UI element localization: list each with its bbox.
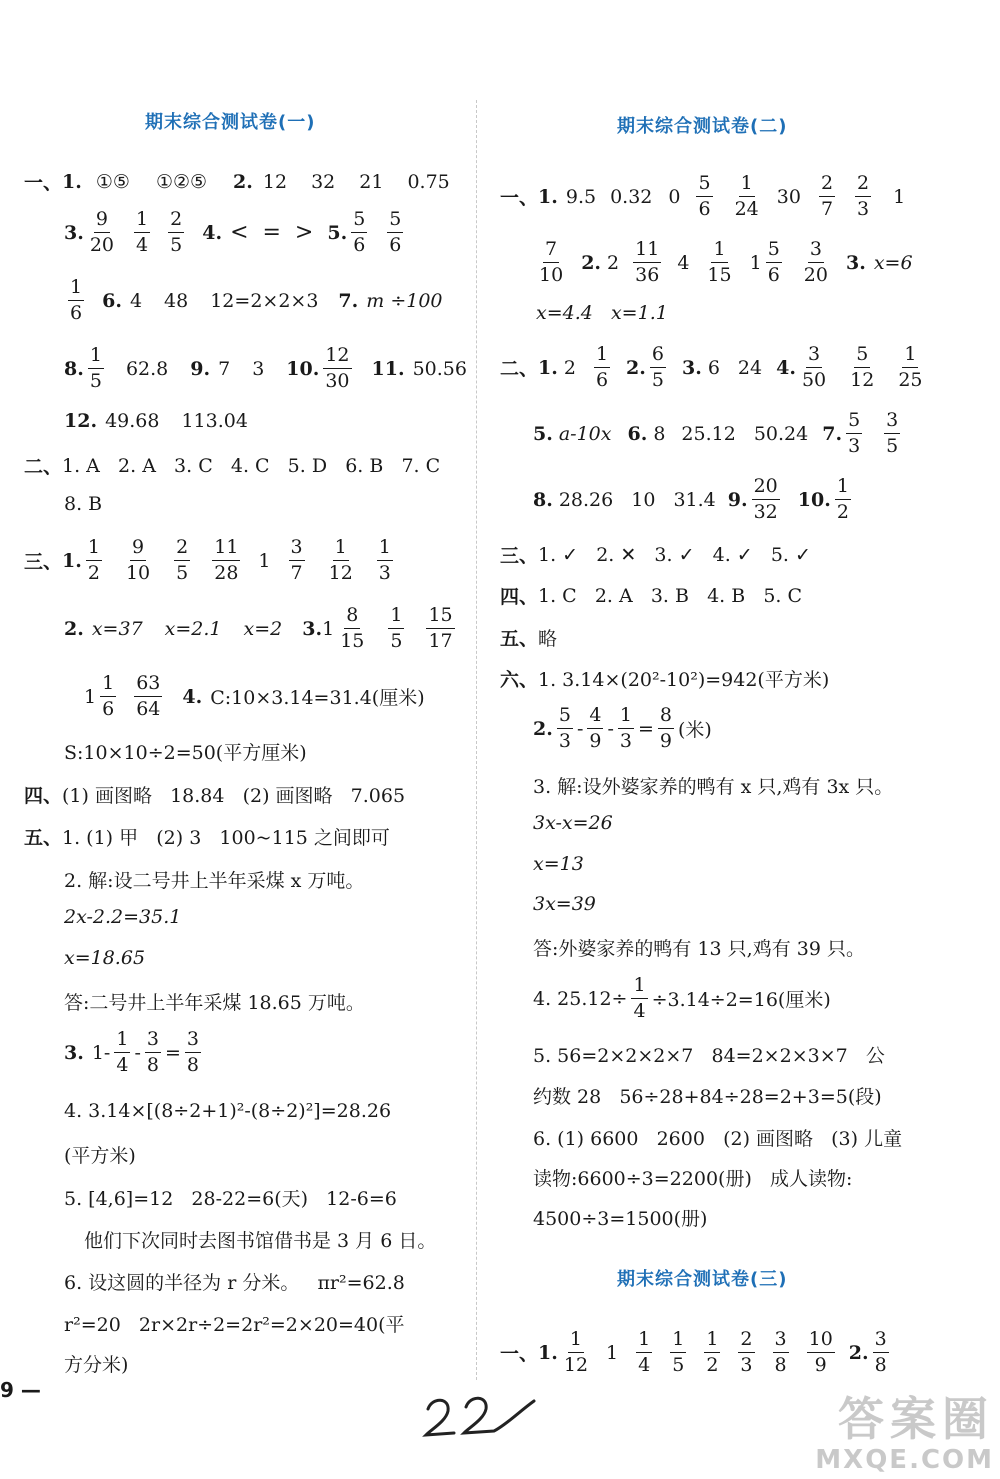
fraction: $\frac{1}{25}$ (898, 343, 923, 391)
fraction: $\frac{1}{6}$ (70, 276, 83, 324)
fraction: $\frac{3}{8}$ (774, 1328, 787, 1376)
fraction: $\frac{2}{7}$ (820, 172, 834, 220)
fraction: $\frac{1}{6}$ (595, 343, 609, 391)
mixed-number: 1 $\frac{8}{15}$ (322, 604, 365, 652)
fraction: $\frac{2}{5}$ (170, 208, 183, 256)
fraction: $\frac{1}{3}$ (378, 536, 391, 584)
page-number: 9 — (0, 1378, 41, 1402)
answer-line: 四、 (1) 画图略 18.84 (2) 画图略 7.065 (24, 785, 406, 807)
answer-line: $\frac{7}{10}$ 2. 2 $\frac{11}{36}$ 4 $\frac{1}{15}$ 1 $\frac{5}{6}$ $\frac{3}{20}$ 3. x=6 (539, 238, 913, 286)
answer-line: 5. 56=2×2×2×7 84=2×2×3×7 公 (533, 1045, 885, 1067)
answer-line: 8. $\frac{1}{5}$ 62.8 9. 7 3 10. $\frac{12}{30}$ 11. 50.56 (64, 344, 467, 392)
fraction: $\frac{1}{2}$ (706, 1328, 719, 1376)
answer-line: 二、 1. 2 $\frac{1}{6}$ 2. $\frac{6}{5}$ 3. 6 24 4. $\frac{3}{50}$ $\frac{5}{12}$ $\frac{1}{25}$ (500, 343, 923, 391)
watermark: 答案圈 MXQE.COM (815, 1392, 994, 1475)
fraction: $\frac{1}{4}$ (116, 1028, 129, 1076)
fraction: $\frac{1}{5}$ (390, 604, 403, 652)
answer-line: 4500÷3=1500(册) (533, 1208, 708, 1230)
answer-line: 8. 28.26 10 31.4 9. $\frac{20}{32}$ 10. $\frac{1}{2}$ (533, 475, 849, 523)
mixed-number: 1 $\frac{1}{6}$ (84, 672, 115, 720)
answer-line: x=4.4 x=1.1 (536, 302, 668, 324)
fraction: $\frac{1}{4}$ (633, 974, 646, 1022)
fraction: $\frac{3}{8}$ (874, 1328, 887, 1376)
fraction: $\frac{63}{64}$ (136, 672, 161, 720)
answer-line: 方分米) (64, 1354, 129, 1376)
fraction: $\frac{4}{9}$ (589, 704, 602, 752)
fraction: $\frac{1}{5}$ (672, 1328, 685, 1376)
answer-line: 6. 设这圆的半径为 r 分米。 πr²=62.8 (64, 1272, 405, 1294)
fraction: $\frac{1}{5}$ (89, 344, 102, 392)
column-divider (476, 100, 477, 1380)
handwritten-note (410, 1385, 540, 1450)
answer-line: 六、 1. 3.14×(20²-10²)=942(平方米) (500, 669, 830, 691)
answer-line: 一、 1. 9.5 0.32 0 $\frac{5}{6}$ $\frac{1}{24}$ 30 $\frac{2}{7}$ $\frac{2}{3}$ 1 (500, 172, 906, 220)
fraction: $\frac{5}{6}$ (353, 208, 366, 256)
answer-line: x=18.65 (64, 947, 146, 969)
answer-line: x=13 (533, 853, 584, 875)
answer-line: 一、 1. $\frac{1}{12}$ 1 $\frac{1}{4}$ $\frac{1}{5}$ $\frac{1}{2}$ $\frac{2}{3}$ $\frac{3}{8}$ $\frac{10}{9}$ 2. $\frac{3}{8}$ (500, 1328, 887, 1376)
answer-line: 一、 1. ①⑤ ①②⑤ 2. 12 32 21 0.75 (24, 170, 450, 194)
answer-line: 四、 1. C 2. A 3. B 4. B 5. C (500, 584, 803, 608)
answer-line: 2. $\frac{5}{3}$ - $\frac{4}{9}$ - $\frac{1}{3}$ = $\frac{8}{9}$ (米) (533, 704, 712, 752)
answer-line: 3x-x=26 (533, 812, 613, 834)
fraction: $\frac{11}{36}$ (635, 238, 660, 286)
fraction: $\frac{5}{6}$ (698, 172, 711, 220)
answer-line: 2. x=37 x=2.1 x=2 3. 1 $\frac{8}{15}$ $\frac{1}{5}$ $\frac{15}{17}$ (64, 604, 453, 652)
answer-line: 五、 1. (1) 甲 (2) 3 100~115 之间即可 (24, 827, 390, 849)
fraction: $\frac{5}{6}$ (389, 208, 402, 256)
fraction: $\frac{1}{15}$ (707, 238, 732, 286)
fraction: $\frac{1}{12}$ (563, 1328, 589, 1376)
answer-line: 答:外婆家养的鸭有 13 只,鸡有 39 只。 (533, 938, 865, 960)
fraction: $\frac{3}{20}$ (803, 238, 828, 286)
answer-line: 读物:6600÷3=2200(册) 成人读物: (533, 1168, 853, 1190)
answer-line: 4. 25.12÷ $\frac{1}{4}$ ÷3.14÷2=16(厘米) (533, 974, 831, 1022)
test-title-2: 期末综合测试卷(二) (617, 116, 788, 137)
fraction: $\frac{12}{30}$ (325, 344, 350, 392)
answer-line: 2x-2.2=35.1 (64, 906, 182, 928)
answer-line: 五、 略 (500, 628, 558, 650)
fraction: $\frac{6}{5}$ (651, 343, 664, 391)
answer-line: S:10×10÷2=50(平方厘米) (64, 742, 307, 764)
answer-line: 12. 49.68 113.04 (64, 410, 248, 432)
fraction: $\frac{5}{3}$ (558, 704, 571, 752)
answer-line: 8. B (64, 493, 103, 515)
fraction: $\frac{1}{12}$ (328, 536, 353, 584)
answer-line: 5. a-10x 6. 8 25.12 50.24 7. $\frac{5}{3}$ $\frac{3}{5}$ (533, 409, 899, 457)
fraction: $\frac{3}{8}$ (186, 1028, 199, 1076)
answer-line: 1 $\frac{1}{6}$ $\frac{63}{64}$ 4. C:10×3.14=31.4(厘米) (84, 672, 425, 720)
answer-line: 约数 28 56÷28+84÷28=2+3=5(段) (533, 1086, 882, 1108)
fraction: $\frac{9}{20}$ (89, 208, 115, 256)
answer-line: 3. 解:设外婆家养的鸭有 x 只,鸡有 3x 只。 (533, 776, 894, 798)
test-title-3: 期末综合测试卷(三) (617, 1269, 788, 1290)
fraction: $\frac{5}{12}$ (850, 343, 875, 391)
answer-line: 5. [4,6]=12 28-22=6(天) 12-6=6 (64, 1188, 397, 1210)
fraction: $\frac{11}{28}$ (214, 536, 239, 584)
answer-line: $\frac{1}{6}$ 6. 4 48 12=2×2×3 7. m ÷100 (70, 276, 443, 324)
fraction: $\frac{2}{5}$ (176, 536, 189, 584)
fraction: $\frac{15}{17}$ (428, 604, 453, 652)
fraction: $\frac{1}{3}$ (619, 704, 632, 752)
answer-line: 三、 1. ✓ 2. ✕ 3. ✓ 4. ✓ 5. ✓ (500, 543, 811, 567)
fraction: $\frac{1}{24}$ (734, 172, 759, 220)
answer-line: 3x=39 (533, 893, 596, 915)
answer-line: 6. (1) 6600 2600 (2) 画图略 (3) 儿童 (533, 1128, 903, 1150)
answer-line: 二、 1. A 2. A 3. C 4. C 5. D 6. B 7. C (24, 454, 441, 478)
fraction: $\frac{2}{3}$ (740, 1328, 753, 1376)
fraction: $\frac{1}{4}$ (638, 1328, 651, 1376)
answer-line: 4. 3.14×[(8÷2+1)²-(8÷2)²]=28.26 (64, 1100, 392, 1122)
fraction: $\frac{9}{10}$ (125, 536, 151, 584)
mixed-number: 1 $\frac{5}{6}$ (749, 238, 780, 286)
fraction: $\frac{2}{3}$ (857, 172, 870, 220)
fraction: $\frac{5}{3}$ (848, 409, 861, 457)
handwriting-22-icon (410, 1385, 540, 1445)
answer-line: 3. 1- $\frac{1}{4}$ - $\frac{3}{8}$ = $\frac{3}{8}$ (64, 1028, 199, 1076)
fraction: $\frac{10}{9}$ (808, 1328, 833, 1376)
fraction: $\frac{1}{4}$ (136, 208, 149, 256)
fraction: $\frac{3}{50}$ (801, 343, 827, 391)
fraction: $\frac{1}{2}$ (836, 475, 849, 523)
test-title-1: 期末综合测试卷(一) (145, 112, 316, 133)
fraction: $\frac{3}{8}$ (146, 1028, 159, 1076)
fraction: $\frac{20}{32}$ (753, 475, 778, 523)
answer-line: 三、 1. $\frac{1}{2}$ $\frac{9}{10}$ $\frac{2}{5}$ $\frac{11}{28}$ 1 $\frac{3}{7}$ $\frac{1}{12}$ $\frac{1}{3}$ (24, 536, 391, 584)
answer-line: 3. $\frac{9}{20}$ $\frac{1}{4}$ $\frac{2}{5}$ 4. < = > 5. $\frac{5}{6}$ $\frac{5}{6}$ (64, 208, 402, 256)
answer-line: 他们下次同时去图书馆借书是 3 月 6 日。 (84, 1230, 437, 1252)
answer-line: 答:二号井上半年采煤 18.65 万吨。 (64, 992, 365, 1014)
fraction: $\frac{8}{9}$ (659, 704, 672, 752)
fraction: $\frac{3}{7}$ (290, 536, 303, 584)
fraction: $\frac{3}{5}$ (886, 409, 899, 457)
fraction: $\frac{1}{2}$ (87, 536, 100, 584)
answer-line: (平方米) (64, 1145, 136, 1167)
fraction: $\frac{7}{10}$ (539, 238, 564, 286)
answer-line: r²=20 2r×2r÷2=2r²=2×20=40(平 (64, 1314, 405, 1336)
answer-line: 2. 解:设二号井上半年采煤 x 万吨。 (64, 870, 365, 892)
